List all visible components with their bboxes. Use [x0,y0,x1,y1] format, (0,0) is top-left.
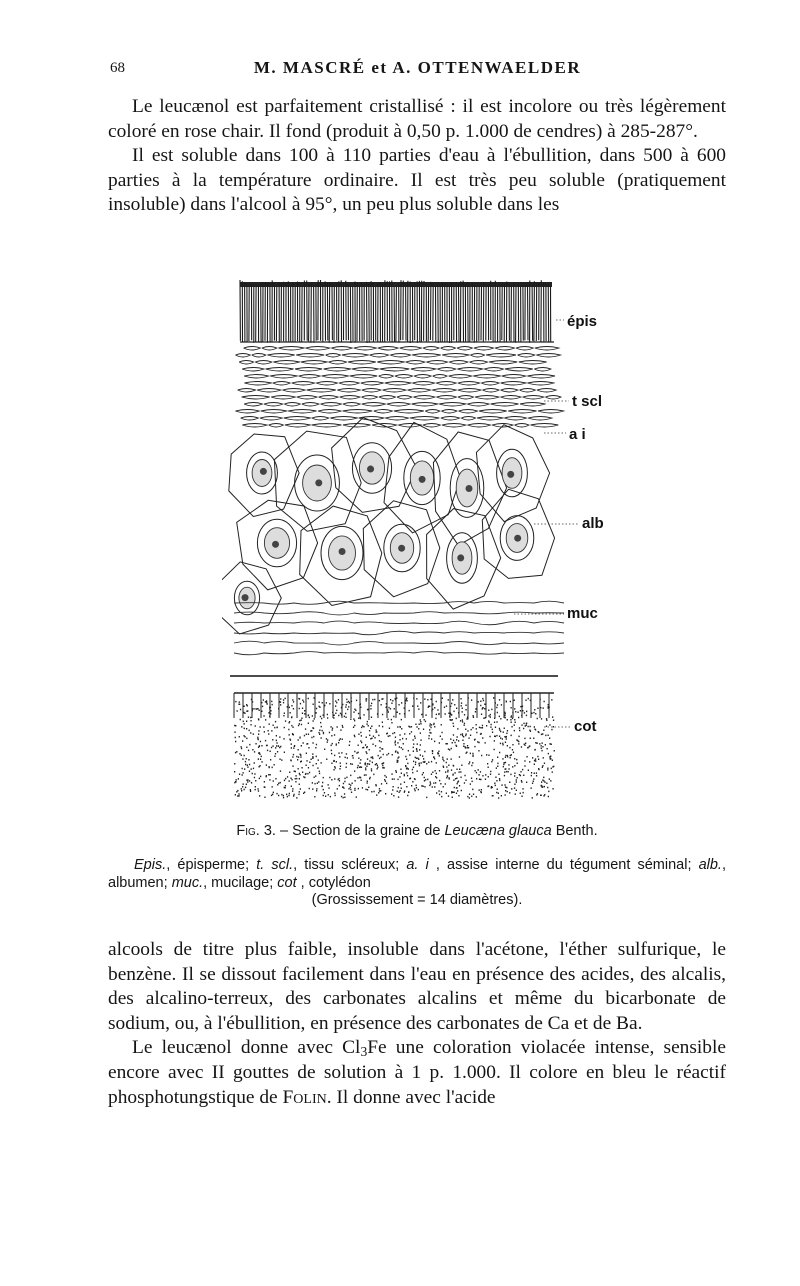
mucilage-layer [230,601,564,676]
page-header [110,58,725,86]
legend-text: , albumen; [108,857,726,891]
text-run: . Il donne avec l'acide [326,1086,496,1108]
figure-number: Fig. 3. [236,823,276,839]
legend-term: cot [277,875,297,891]
figure-magnification: (Grossissement = 14 diamètres). [311,892,523,908]
sclerous-tissue-layer [235,347,563,428]
label-ai: a i [569,426,586,443]
label-epis: épis [567,313,598,330]
figure-caption-title [108,823,726,839]
legend-term: t. scl. [256,857,294,873]
paragraph: Le leucænol est parfaitement cristallisé : il est incolore ou très légèrement coloré en rose chair. Il fond (produit à 0,50 p. 1.000 de cendres) à 285-287°. [108,96,726,142]
paragraph: alcools de titre plus faible, insoluble dans l'acétone, l'éther sulfurique, le benzène. Il se dissout facilement dans l'eau en présence des acides, des alcalis, des alcalino-terreux, des carbonates alcalins et même du bicarbonate de sodium, ou, à l'ébullition, en présence des carbonates de Ca et de Ba. [108,939,726,1034]
label-cot: cot [574,718,597,735]
cell-nucleus [398,545,405,552]
running-title: M. MASCRÉ et A. OTTENWAELDER [253,58,582,77]
cell-nucleus [419,476,426,483]
legend-text: , mucilage; [203,875,278,891]
seed-section-figure [222,268,632,808]
text-run: Le leucænol donne avec Cl [132,1037,361,1059]
author-name: Folin [282,1086,327,1108]
subscript: 3 [360,1044,368,1060]
cotyledon-stippling [234,698,555,798]
cell-nucleus [272,541,279,548]
caption-text: – Section de la graine de [275,823,445,839]
figure-legend [108,856,726,892]
albumen-layer [222,418,555,634]
legend-text: , cotylédon [296,875,371,891]
cell-nucleus [457,554,464,561]
body-text-top [108,95,726,218]
legend-text: , assise interne du tégument séminal; [428,857,699,873]
label-alb: alb [582,515,604,532]
text-run: Fe une coloration violacée intense, sensible encore avec II gouttes de solution à 1 p. 1.000. Il colore en bleu le réactif phosphotungstique de [108,1037,727,1108]
label-tscl: t scl [572,393,603,410]
sclerous-cells [235,347,563,428]
legend-text: , épisperme; [166,857,257,873]
legend-text: , tissu scléreux; [293,857,407,873]
cotyledon-layer [234,693,555,798]
cell-nucleus [507,471,514,478]
label-leader-lines [514,320,579,727]
cell-nucleus [514,535,521,542]
species-author: Benth. [551,823,598,839]
paragraph: Il est soluble dans 100 à 110 parties d'eau à l'ébullition, dans 500 à 600 parties à la température ordinaire. Il est très peu soluble (pratiquement insoluble) dans l'alcool à 95°, un peu plus soluble dans les [108,145,726,216]
legend-term: Epis. [134,857,167,873]
episperm-layer [240,280,554,343]
label-muc: muc [567,605,598,622]
cell-nucleus [465,485,472,492]
legend-term: muc. [171,875,204,891]
cell-nucleus [315,479,322,486]
species-name: Leucæna glauca [444,823,552,839]
cell-nucleus [367,466,374,473]
body-text-bottom [108,938,726,1110]
legend-term: a. i [406,857,429,873]
cell-nucleus [260,468,267,475]
legend-term: alb. [698,857,722,873]
palisade-cells [240,280,551,343]
mucilage-cells [234,601,564,655]
cell-nucleus [339,548,346,555]
page-number: 68 [110,60,125,76]
paragraph [108,1036,726,1110]
seed-section-drawing [222,268,632,808]
cell-nucleus [242,594,249,601]
